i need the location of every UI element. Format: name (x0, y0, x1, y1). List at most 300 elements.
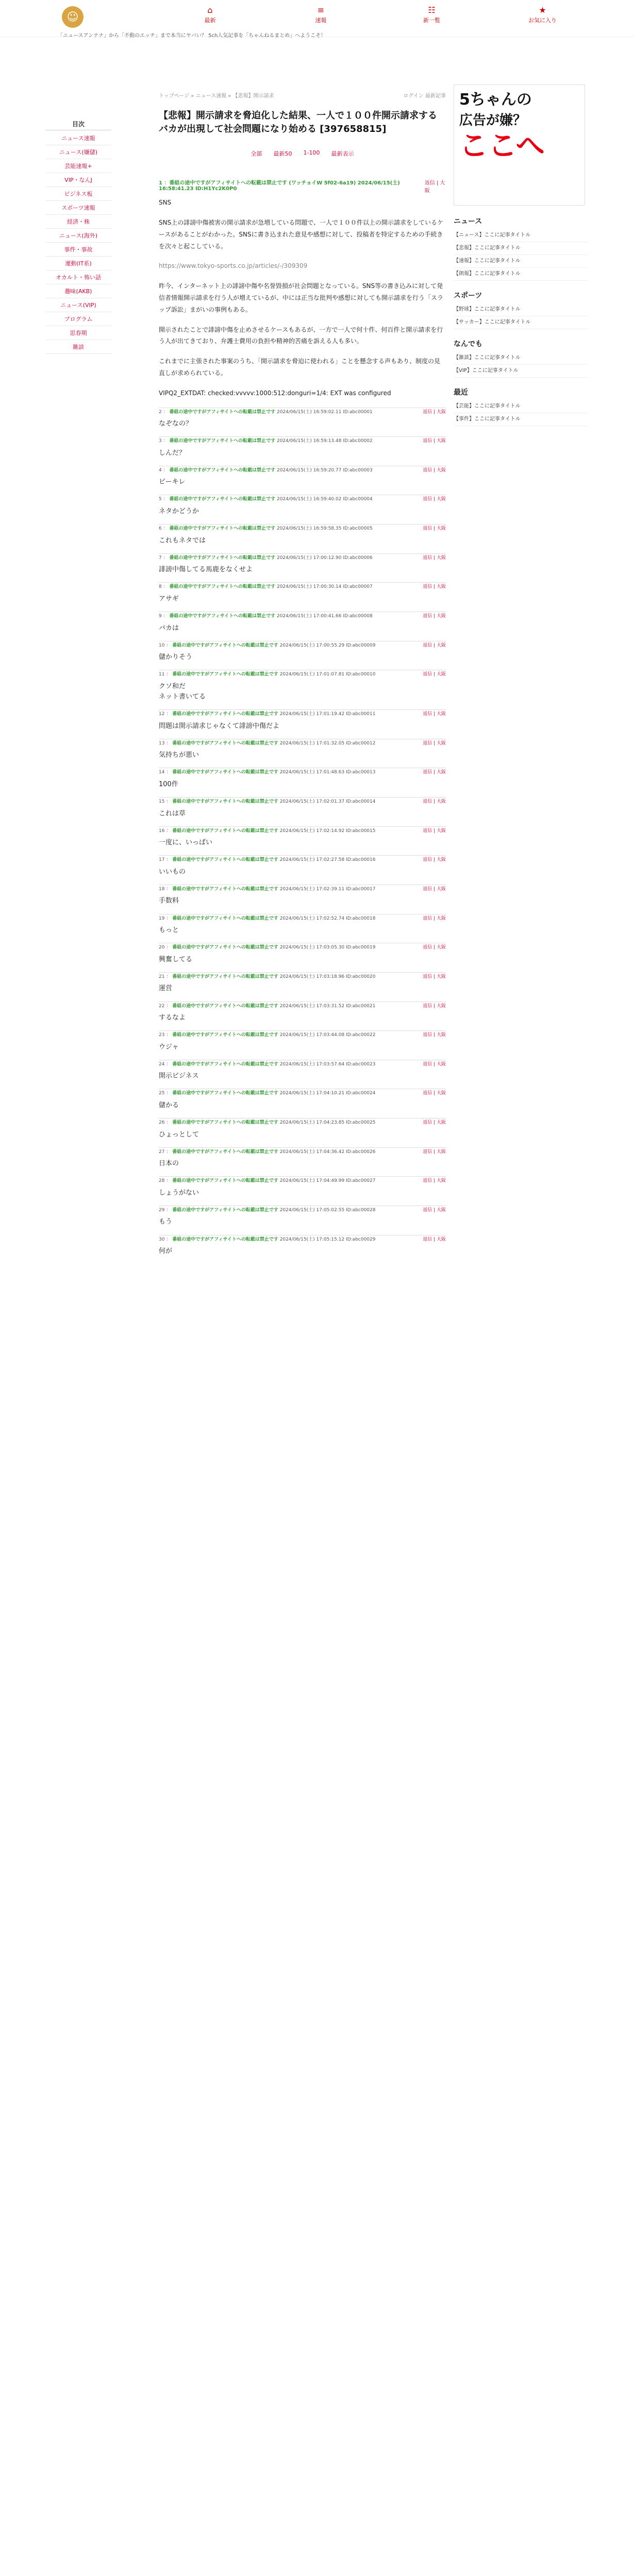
response-number[interactable]: 20 ： (159, 945, 173, 951)
response-header (159, 1178, 446, 1185)
response-date: 2024/06/15(土) 17:03:05.30 ID:abc00019 (278, 945, 376, 951)
left-sidebar (45, 120, 111, 354)
tab-1[interactable]: 最新50 (273, 150, 292, 158)
response-header (159, 1090, 446, 1097)
response-meta (159, 642, 375, 650)
response-item (159, 641, 446, 663)
response-date: 2024/06/15(土) 17:04:36.42 ID:abc00026 (278, 1149, 376, 1155)
op-paragraph: これまでに主張された事案のうち、「開示請求を脅迫に使われる」ことを懸念する声もあり、制度の見直しが求められている。 (159, 358, 441, 377)
response-name: 番組の途中ですがアフィサイトへの転載は禁止です (169, 614, 276, 619)
response-number[interactable]: 17 ： (159, 857, 173, 863)
response-actions[interactable]: 返信 | 大阪 (423, 828, 446, 834)
logo-icon: ☺ (66, 10, 79, 24)
response-meta (159, 740, 375, 748)
response-number[interactable]: 27 ： (159, 1149, 173, 1155)
response-header (159, 828, 446, 835)
response-header (159, 1149, 446, 1156)
response-actions[interactable]: 返信 | 大阪 (423, 1149, 446, 1155)
sidebar-item-6[interactable]: 経済・株 (45, 215, 111, 229)
response-header (159, 799, 446, 806)
response-item (159, 709, 446, 732)
response-date: 2024/06/15(土) 16:59:13.48 ID:abc00002 (275, 438, 373, 444)
response-date: 2024/06/15(土) 17:00:30.14 ID:abc00007 (275, 584, 373, 590)
response-number[interactable]: 29 ： (159, 1207, 173, 1213)
response-actions[interactable]: 返信 | 大阪 (423, 467, 446, 473)
response-meta (159, 613, 373, 620)
response-body: 誹謗中傷してる馬鹿をなくせよ (159, 566, 253, 574)
sidebar-item-11[interactable]: 趣味(AKB) (45, 284, 111, 298)
response-item (159, 1002, 446, 1024)
response-body: クソ和だ ネット書いてる (159, 682, 206, 701)
sidebar-item-5[interactable]: スポーツ速報 (45, 201, 111, 215)
response-date: 2024/06/15(土) 17:02:14.92 ID:abc00015 (278, 828, 376, 834)
right-section-title: ニュース (454, 217, 482, 226)
response-name: 番組の途中ですがアフィサイトへの転載は禁止です (172, 857, 278, 863)
sidebar-item-7[interactable]: ニュース(海外) (45, 229, 111, 243)
response-header (159, 584, 446, 591)
response-header (159, 916, 446, 923)
response-date: 2024/06/15(土) 17:01:07.81 ID:abc00010 (278, 672, 376, 677)
response-actions[interactable]: 返信 | 大阪 (423, 438, 446, 444)
response-actions[interactable]: 返信 | 大阪 (423, 555, 446, 561)
response-actions[interactable]: 返信 | 大阪 (423, 770, 446, 775)
sidebar-item-3[interactable]: VIP・なんJ (45, 173, 111, 187)
response-actions[interactable]: 返信 | 大阪 (423, 1091, 446, 1096)
response-meta (159, 1003, 375, 1010)
response-meta (159, 1236, 375, 1244)
response-body: しょうがない (159, 1189, 199, 1197)
response-actions[interactable]: 返信 | 大阪 (423, 740, 446, 746)
response-date: 2024/06/15(土) 16:59:02.11 ID:abc00001 (275, 409, 373, 415)
response-meta (159, 886, 375, 893)
tab-0[interactable]: 全部 (251, 150, 262, 158)
sidebar-item-9[interactable]: 運動(IT系) (45, 257, 111, 270)
response-date: 2024/06/15(土) 17:02:52.74 ID:abc00018 (278, 916, 376, 921)
response-meta (159, 467, 373, 474)
response-date: 2024/06/15(土) 17:01:19.42 ID:abc00011 (278, 711, 376, 717)
response-body: もう (159, 1218, 173, 1226)
response-actions[interactable]: 返信 | 大阪 (423, 916, 446, 921)
original-post (159, 178, 446, 399)
response-date: 2024/06/15(土) 17:01:48.63 ID:abc00013 (278, 770, 376, 775)
nav-label: 新一覧 (423, 17, 440, 24)
right-section-title: 最近 (454, 388, 468, 397)
response-number[interactable]: 5 ： (159, 497, 170, 502)
banner-line-1: 5ちゃんの (459, 91, 532, 109)
response-item (159, 826, 446, 849)
response-header (159, 944, 446, 952)
response-body: 何が (159, 1247, 173, 1256)
response-date: 2024/06/15(土) 17:03:31.52 ID:abc00021 (278, 1003, 376, 1009)
nav-item-2[interactable] (376, 5, 487, 24)
response-name: 番組の途中ですがアフィサイトへの転載は禁止です (172, 1061, 278, 1067)
right-section-item[interactable]: 【VIP】ここに記事タイトル (454, 365, 588, 378)
response-actions[interactable]: 返信 | 大阪 (423, 1178, 446, 1184)
response-name: 番組の途中ですがアフィサイトへの転載は禁止です (172, 916, 278, 921)
response-item (159, 797, 446, 819)
response-date: 2024/06/15(土) 17:02:01.37 ID:abc00014 (278, 799, 376, 805)
op-paragraph: 昨今、インターネット上の誹謗中傷や名誉毀損が社会問題となっている。SNS等の書き込みに対して発信者情報開示請求を行う人が増えているが、中には正当な批判や感想に対しても開示請求を行う「スラップ訴訟」まがいの事例もある。 (159, 282, 444, 313)
response-header (159, 1207, 446, 1214)
response-body: これは草 (159, 809, 186, 818)
response-actions[interactable]: 返信 | 大阪 (423, 1207, 446, 1213)
response-name: 番組の途中ですがアフィサイトへの転載は禁止です (172, 799, 278, 805)
response-actions[interactable]: 返信 | 大阪 (423, 945, 446, 951)
site-logo[interactable] (62, 6, 84, 28)
response-name: 番組の途中ですがアフィサイトへの転載は禁止です (172, 1207, 278, 1213)
breadcrumb-right[interactable]: ログイン 最新記事 (403, 93, 446, 99)
response-date: 2024/06/15(土) 17:00:12.90 ID:abc00006 (275, 555, 373, 561)
sidebar-item-15[interactable]: 雑談 (45, 340, 111, 354)
response-actions[interactable]: 返信 | 大阪 (423, 672, 446, 677)
banner-line-3: ここへ (459, 129, 545, 163)
response-actions[interactable]: 返信 | 大阪 (423, 1061, 446, 1067)
response-meta (159, 944, 375, 952)
response-item (159, 914, 446, 936)
response-actions[interactable]: 返信 | 大阪 (423, 642, 446, 648)
right-section-item[interactable]: 【速報】ここに記事タイトル (454, 255, 588, 268)
response-actions[interactable]: 返信 | 大阪 (423, 526, 446, 532)
response-meta (159, 438, 373, 445)
response-name: 番組の途中ですがアフィサイトへの転載は禁止です (172, 1178, 278, 1184)
response-body: これもネタでは (159, 536, 206, 545)
response-body: なぞなの？ (159, 420, 193, 428)
response-date: 2024/06/15(土) 17:05:15.12 ID:abc00029 (278, 1236, 376, 1242)
response-meta (159, 671, 375, 679)
nav-label: 速報 (315, 17, 327, 24)
response-name: 番組の途中ですがアフィサイトへの転載は禁止です (169, 409, 276, 415)
response-item (159, 855, 446, 877)
response-header (159, 1061, 446, 1069)
response-name: 番組の途中ですがアフィサイトへの転載は禁止です (172, 1091, 278, 1096)
response-date: 2024/06/15(土) 16:59:58.35 ID:abc00005 (275, 526, 373, 532)
response-date: 2024/06/15(土) 17:03:18.96 ID:abc00020 (278, 974, 376, 979)
response-item (159, 408, 446, 430)
response-date: 2024/06/15(土) 17:01:32.05 ID:abc00012 (278, 740, 376, 746)
response-name: 番組の途中ですがアフィサイトへの転載は禁止です (172, 672, 278, 677)
right-section-item[interactable]: 【悲報】ここに記事タイトル (454, 242, 588, 255)
response-name: 番組の途中ですがアフィサイトへの転載は禁止です (172, 1149, 278, 1155)
response-date: 2024/06/15(土) 17:04:10.21 ID:abc00024 (278, 1091, 376, 1096)
response-header (159, 671, 446, 679)
response-number[interactable]: 19 ： (159, 916, 173, 921)
response-name: 番組の途中ですがアフィサイトへの転載は禁止です (172, 828, 278, 834)
response-item (159, 943, 446, 965)
nav-label: 最新 (204, 17, 216, 24)
nav-item-0[interactable] (155, 5, 265, 24)
nav-label: お気に入り (528, 17, 557, 24)
response-item (159, 524, 446, 546)
response-number[interactable]: 14 ： (159, 770, 173, 775)
response-body: 100件 (159, 780, 178, 788)
response-header (159, 769, 446, 776)
response-number[interactable]: 16 ： (159, 828, 173, 834)
response-header (159, 1032, 446, 1039)
response-body: しんだ？ (159, 449, 186, 457)
response-name: 番組の途中ですがアフィサイトへの転載は禁止です (172, 1120, 278, 1126)
response-body: 興奮してる (159, 955, 193, 963)
response-number[interactable]: 9 ： (159, 614, 170, 619)
response-number[interactable]: 2 ： (159, 409, 170, 415)
response-item (159, 972, 446, 994)
response-body: 開示ビジネス (159, 1072, 199, 1080)
response-name: 番組の途中ですがアフィサイトへの転載は禁止です (172, 886, 278, 892)
response-header (159, 974, 446, 981)
response-meta (159, 1090, 375, 1097)
op-paragraph: 開示されたことで誹謗中傷を止めさせるケースもあるが、一方で一人で何十件、何百件と開示請求を行う人が出てきており、弁護士費用の負担や精神的苦痛を訴える人も多い。 (159, 326, 443, 345)
response-number[interactable]: 15 ： (159, 799, 173, 805)
response-actions[interactable]: 返信 | 大阪 (423, 1032, 446, 1038)
main-content (159, 91, 446, 1264)
op-paragraph: SNS (159, 199, 172, 207)
sidebar-item-4[interactable]: ビジネス板 (45, 187, 111, 201)
response-number[interactable]: 28 ： (159, 1178, 173, 1184)
response-number[interactable]: 22 ： (159, 1003, 173, 1009)
response-number[interactable]: 3 ： (159, 438, 170, 444)
response-body: するなよ (159, 1014, 186, 1022)
response-body: ウジャ (159, 1043, 179, 1051)
response-header (159, 857, 446, 864)
response-date: 2024/06/15(土) 16:59:40.02 ID:abc00004 (275, 497, 373, 502)
response-meta (159, 974, 375, 981)
response-name: 番組の途中ですがアフィサイトへの転載は禁止です (172, 711, 278, 717)
response-name: 番組の途中ですがアフィサイトへの転載は禁止です (172, 1032, 278, 1038)
right-section-item[interactable]: 【朗報】ここに記事タイトル (454, 268, 588, 281)
response-meta (159, 584, 373, 591)
response-item (159, 885, 446, 907)
response-header (159, 1236, 446, 1244)
right-section-title: スポーツ (454, 292, 482, 300)
response-number[interactable]: 7 ： (159, 555, 170, 561)
response-number[interactable]: 13 ： (159, 740, 173, 746)
response-item (159, 436, 446, 459)
response-number[interactable]: 8 ： (159, 584, 170, 590)
tab-3[interactable]: 最新表示 (331, 150, 354, 158)
response-meta (159, 711, 375, 718)
response-meta (159, 555, 373, 562)
right-section-item[interactable]: 【雑談】ここに記事タイトル (454, 352, 588, 365)
response-number[interactable]: 11 ： (159, 672, 173, 677)
response-number[interactable]: 30 ： (159, 1236, 173, 1242)
thread-tabs (159, 149, 446, 158)
response-meta (159, 1178, 375, 1185)
response-header (159, 496, 446, 503)
nav-icon: ☷ (428, 5, 436, 15)
response-meta (159, 1207, 375, 1214)
sidebar-item-2[interactable]: 芸能速報+ (45, 159, 111, 173)
sidebar-item-13[interactable]: プログラム (45, 312, 111, 326)
response-date: 2024/06/15(土) 17:02:39.11 ID:abc00017 (278, 886, 376, 892)
response-header (159, 1003, 446, 1010)
response-meta (159, 799, 375, 806)
response-item (159, 1235, 446, 1257)
response-name: 番組の途中ですがアフィサイトへの転載は禁止です (172, 770, 278, 775)
response-name: 番組の途中ですがアフィサイトへの転載は禁止です (172, 945, 278, 951)
response-actions[interactable]: 返信 | 大阪 (423, 584, 446, 590)
response-actions[interactable]: 返信 | 大阪 (423, 409, 446, 415)
tab-2[interactable]: 1-100 (303, 149, 320, 157)
op-paragraph: VIPQ2_EXTDAT: checked:vvvvv:1000:512:donguri=1/4: EXT was configured (159, 389, 391, 397)
right-sidebar (454, 84, 588, 426)
response-header (159, 886, 446, 893)
response-meta (159, 1120, 375, 1127)
response-actions[interactable]: 返信 | 大阪 (423, 711, 446, 717)
response-name: 番組の途中ですがアフィサイトへの転載は禁止です (169, 467, 276, 473)
op-paragraph: SNS上の誹謗中傷被害の開示請求が急増している問題で、一人で１００件以上の開示請求をしているケースがあることがわかった。SNSに書き込まれた意見や感想に対して、投稿者を特定するための手続きを次々と起こしている。 (159, 218, 443, 250)
ad-banner[interactable] (454, 84, 585, 206)
response-body: 気持ちが悪い (159, 751, 199, 759)
response-actions[interactable]: 返信 | 大阪 (423, 614, 446, 619)
right-section-item[interactable]: 【事件】ここに記事タイトル (454, 413, 588, 426)
response-number[interactable]: 26 ： (159, 1120, 173, 1126)
response-body: いいもの (159, 868, 186, 876)
response-meta (159, 496, 373, 503)
response-actions[interactable]: 返信 | 大阪 (423, 799, 446, 805)
op-actions[interactable]: 返信 | 大阪 (424, 180, 445, 194)
sidebar-item-0[interactable]: ニュース速報 (45, 131, 111, 145)
sidebar-heading: 目次 (45, 120, 111, 130)
response-number[interactable]: 25 ： (159, 1091, 173, 1096)
response-date: 2024/06/15(土) 17:05:02.55 ID:abc00028 (278, 1207, 376, 1213)
response-name: 番組の途中ですがアフィサイトへの転載は禁止です (169, 526, 276, 532)
response-item (159, 1089, 446, 1111)
response-header (159, 711, 446, 718)
response-meta (159, 769, 375, 776)
response-header (159, 438, 446, 445)
response-item (159, 553, 446, 575)
sidebar-item-1[interactable]: ニュース(嫌儲) (45, 145, 111, 159)
response-date: 2024/06/15(土) 17:02:27.58 ID:abc00016 (278, 857, 376, 863)
response-name: 番組の途中ですがアフィサイトへの転載は禁止です (169, 497, 276, 502)
response-header (159, 409, 446, 416)
response-name: 番組の途中ですがアフィサイトへの転載は禁止です (172, 642, 278, 648)
response-actions[interactable]: 返信 | 大阪 (423, 974, 446, 979)
op-meta: 1 ：番組の途中ですがアフィサイトへの転載は禁止です (ワッチョイW 5f02-6a19) 2024/06/15(土) 16:58:41.23 ID:H1Yc2K0P0 (159, 180, 400, 192)
response-name: 番組の途中ですがアフィサイトへの転載は禁止です (169, 584, 276, 590)
response-item (159, 1206, 446, 1228)
response-item (159, 739, 446, 761)
response-body: ビーキレ (159, 478, 186, 486)
response-item (159, 1118, 446, 1140)
response-item (159, 466, 446, 488)
response-item (159, 582, 446, 604)
response-number[interactable]: 21 ： (159, 974, 173, 979)
op-body (159, 197, 446, 399)
response-actions[interactable]: 返信 | 大阪 (423, 497, 446, 502)
nav-icon: ★ (539, 5, 546, 15)
breadcrumb-text[interactable]: トップページ » ニュース速報 » 【悲報】開示請求 (159, 93, 274, 99)
response-header (159, 740, 446, 748)
response-meta (159, 828, 375, 835)
response-number[interactable]: 4 ： (159, 467, 170, 473)
response-number[interactable]: 18 ： (159, 886, 173, 892)
response-number[interactable]: 23 ： (159, 1032, 173, 1038)
right-section-item[interactable]: 【野球】ここに記事タイトル (454, 303, 588, 316)
response-item (159, 495, 446, 517)
response-date: 2024/06/15(土) 17:00:41.66 ID:abc00008 (275, 614, 373, 619)
sidebar-item-8[interactable]: 事件・事故 (45, 243, 111, 257)
response-item (159, 768, 446, 790)
response-body: バカは (159, 624, 179, 632)
response-actions[interactable]: 返信 | 大阪 (423, 1120, 446, 1126)
response-number[interactable]: 24 ： (159, 1061, 173, 1067)
banner-line-2: 広告が嫌？ (459, 112, 527, 128)
response-header (159, 467, 446, 474)
response-header (159, 555, 446, 562)
top-nav (155, 5, 598, 24)
response-date: 2024/06/15(土) 17:03:44.08 ID:abc00022 (278, 1032, 376, 1038)
response-name: 番組の途中ですがアフィサイトへの転載は禁止です (172, 1236, 278, 1242)
response-header (159, 526, 446, 533)
response-body: もっと (159, 926, 179, 935)
response-body: 日本の (159, 1160, 179, 1168)
response-name: 番組の途中ですがアフィサイトへの転載は禁止です (172, 740, 278, 746)
response-date: 2024/06/15(土) 16:59:20.77 ID:abc00003 (275, 467, 373, 473)
response-header (159, 1120, 446, 1127)
response-actions[interactable]: 返信 | 大阪 (423, 857, 446, 863)
top-bar (0, 0, 634, 37)
response-actions[interactable]: 返信 | 大阪 (423, 1003, 446, 1009)
nav-icon: ≡ (317, 5, 325, 15)
response-item (159, 1147, 446, 1170)
breadcrumb (159, 91, 446, 99)
nav-item-3[interactable] (487, 5, 598, 24)
response-body: 問題は開示請求じゃなくて誹謗中傷だよ (159, 722, 280, 730)
response-meta (159, 526, 373, 533)
response-item (159, 670, 446, 702)
response-number[interactable]: 6 ： (159, 526, 170, 532)
op-paragraph[interactable]: https://www.tokyo-sports.co.jp/articles/-/309309 (159, 262, 308, 270)
sidebar-item-14[interactable]: 思春期 (45, 326, 111, 340)
response-actions[interactable]: 返信 | 大阪 (423, 1236, 446, 1242)
response-meta (159, 857, 375, 864)
response-number[interactable]: 12 ： (159, 711, 173, 717)
response-name: 番組の途中ですがアフィサイトへの転載は禁止です (169, 555, 276, 561)
op-header (159, 178, 446, 194)
site-notice: 「ニュースアンテナ」から「不動のエッチ」まで本当にヤバい？ 5ch人気記事を「ちゃんねるまとめ」へようこそ！ (58, 33, 326, 39)
right-section-item[interactable]: 【芸能】ここに記事タイトル (454, 400, 588, 413)
response-meta (159, 1061, 375, 1069)
response-actions[interactable]: 返信 | 大阪 (423, 886, 446, 892)
response-item (159, 612, 446, 634)
response-body: 一度に、いっぱい (159, 839, 213, 847)
response-body: 運営 (159, 985, 173, 993)
response-name: 番組の途中ですがアフィサイトへの転載は禁止です (169, 438, 276, 444)
response-item (159, 1176, 446, 1198)
response-meta (159, 409, 373, 416)
response-body: 儲かりそう (159, 653, 193, 662)
response-name: 番組の途中ですがアフィサイトへの転載は禁止です (172, 1003, 278, 1009)
nav-item-1[interactable] (265, 5, 376, 24)
right-section-title: なんでも (454, 340, 482, 348)
response-number[interactable]: 10 ： (159, 642, 173, 648)
response-list (159, 408, 446, 1257)
nav-icon: ⌂ (207, 5, 213, 15)
right-section-item[interactable]: 【ニュース】ここに記事タイトル (454, 229, 588, 242)
right-section-item[interactable]: 【サッカー】ここに記事タイトル (454, 316, 588, 329)
response-header (159, 642, 446, 650)
response-item (159, 1030, 446, 1053)
response-body: 手数料 (159, 897, 179, 905)
sidebar-item-12[interactable]: ニュース(VIP) (45, 298, 111, 312)
response-date: 2024/06/15(土) 17:03:57.64 ID:abc00023 (278, 1061, 376, 1067)
response-body: アサギ (159, 595, 179, 603)
sidebar-item-10[interactable]: オカルト・怖い話 (45, 270, 111, 284)
response-body: ひょっとして (159, 1130, 199, 1139)
response-date: 2024/06/15(土) 17:04:23.85 ID:abc00025 (278, 1120, 376, 1126)
response-name: 番組の途中ですがアフィサイトへの転載は禁止です (172, 974, 278, 979)
response-date: 2024/06/15(土) 17:04:49.99 ID:abc00027 (278, 1178, 376, 1184)
